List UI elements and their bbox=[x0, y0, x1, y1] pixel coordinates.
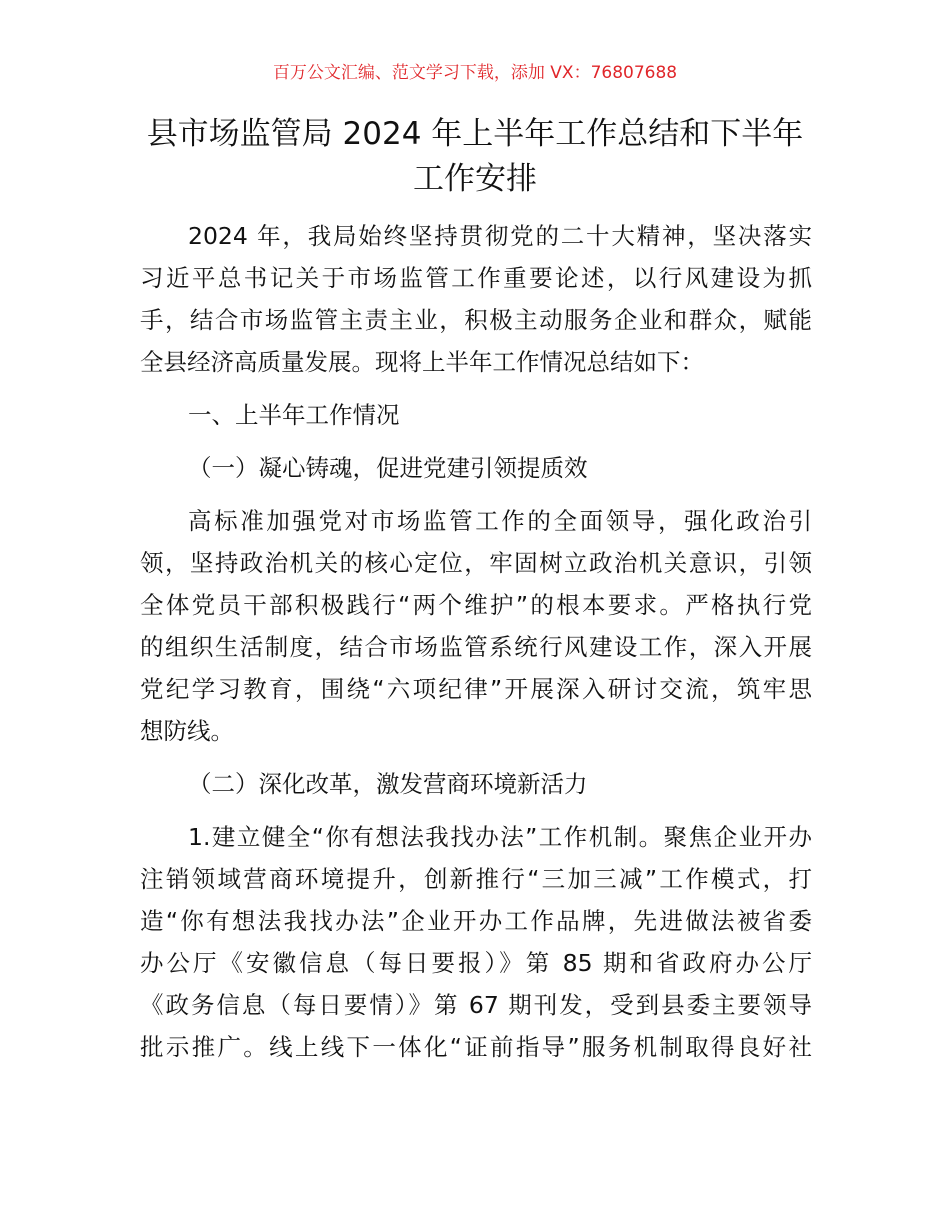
text-line: （二）深化改革，激发营商环境新活力 bbox=[188, 770, 588, 798]
text-line: 一、上半年工作情况 bbox=[188, 401, 400, 429]
subsection-heading bbox=[140, 447, 812, 489]
text-line: 全县经济高质量发展。现将上半年工作情况总结如下： bbox=[140, 348, 704, 376]
text-line: （一）凝心铸魂，促进党建引领提质效 bbox=[188, 454, 588, 482]
paragraph bbox=[140, 215, 812, 383]
paragraph bbox=[140, 500, 812, 752]
title-line: 工作安排 bbox=[413, 161, 537, 197]
text-line: 1.建立健全“你有想法我找办法”工作机制。聚焦企业开办 bbox=[188, 823, 812, 851]
subsection-heading bbox=[140, 763, 812, 805]
text-line: 造“你有想法我找办法”企业开办工作品牌，先进做法被省委 bbox=[140, 907, 812, 935]
text-line: 党纪学习教育，围绕“六项纪律”开展深入研讨交流，筑牢思 bbox=[140, 675, 812, 703]
section-heading bbox=[140, 394, 812, 436]
text-line: 注销领域营商环境提升，创新推行“三加三减”工作模式，打 bbox=[140, 865, 812, 893]
text-line: 《政务信息（每日要情）》第 67 期刊发，受到县委主要领导 bbox=[140, 991, 812, 1019]
text-line: 2024 年，我局始终坚持贯彻党的二十大精神，坚决落实 bbox=[188, 222, 812, 250]
text-line: 全体党员干部积极践行“两个维护”的根本要求。严格执行党 bbox=[140, 591, 812, 619]
text-line: 领，坚持政治机关的核心定位，牢固树立政治机关意识，引领 bbox=[140, 549, 812, 577]
text-line: 习近平总书记关于市场监管工作重要论述，以行风建设为抓 bbox=[140, 264, 812, 292]
paragraph bbox=[140, 816, 812, 1068]
title-line: 县市场监管局 2024 年上半年工作总结和下半年 bbox=[146, 116, 804, 152]
text-line: 想防线。 bbox=[140, 717, 234, 745]
text-line: 批示推广。线上线下一体化“证前指导”服务机制取得良好社 bbox=[140, 1033, 812, 1061]
text-line: 高标准加强党对市场监管工作的全面领导，强化政治引 bbox=[188, 507, 812, 535]
text-line: 办公厅《安徽信息（每日要报）》第 85 期和省政府办公厅 bbox=[140, 949, 812, 977]
text-line: 的组织生活制度，结合市场监管系统行风建设工作，深入开展 bbox=[140, 633, 812, 661]
text-line: 手，结合市场监管主责主业，积极主动服务企业和群众，赋能 bbox=[140, 306, 812, 334]
document-body bbox=[140, 215, 812, 1079]
document-title bbox=[130, 112, 820, 202]
watermark-header: 百万公文汇编、范文学习下载，添加 VX：76807688 bbox=[272, 63, 678, 83]
